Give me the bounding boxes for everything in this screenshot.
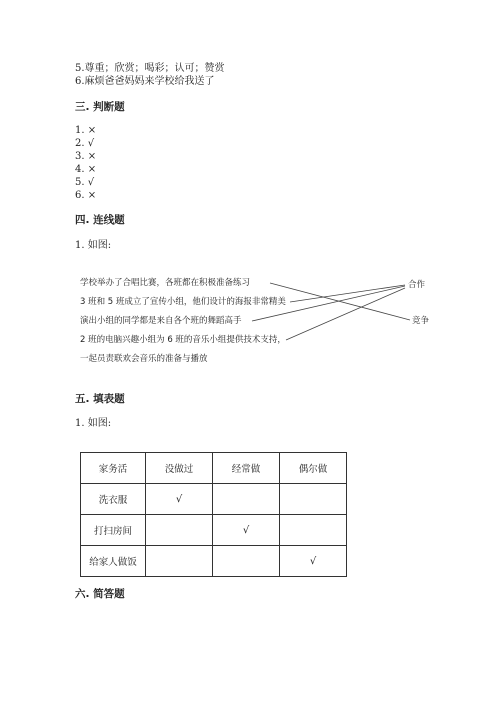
table-cell — [213, 515, 280, 546]
judgement-answer-3: 3. × — [75, 151, 97, 162]
section-title-short-answer: 六. 简答题 — [75, 588, 125, 600]
matching-intro: 1. 如图: — [75, 240, 112, 251]
matching-target-competition: 竞争 — [412, 316, 430, 326]
table-header-cell: 没做过 — [146, 453, 213, 484]
matching-target-cooperation: 合作 — [408, 280, 426, 290]
table-header-cell: 偶尔做 — [280, 453, 347, 484]
table-row — [81, 484, 347, 515]
table-row-label: 给家人做饭 — [81, 546, 146, 577]
table-cell — [146, 515, 213, 546]
judgement-answer-1: 1. × — [75, 125, 97, 136]
answer-line-5: 5.尊重；欣赏；喝彩；认可；赞赏 — [75, 63, 225, 74]
matching-sentence-1: 学校举办了合唱比赛，各班都在积极准备练习 — [80, 278, 251, 288]
table-cell — [280, 515, 347, 546]
table-intro: 1. 如图: — [75, 418, 112, 429]
chores-table — [80, 452, 347, 577]
table-cell — [146, 546, 213, 577]
table-row — [81, 546, 347, 577]
table-cell — [213, 484, 280, 515]
table-cell — [280, 484, 347, 515]
table-row — [81, 515, 347, 546]
section-title-judgement: 三. 判断题 — [75, 101, 125, 113]
matching-sentence-4: 2 班的电脑兴趣小组为 6 班的音乐小组提供技术支持， — [80, 335, 286, 345]
table-header-cell: 家务活 — [81, 453, 146, 484]
section-title-table: 五. 填表题 — [75, 393, 125, 405]
table-cell — [146, 484, 213, 515]
table-cell — [280, 546, 347, 577]
matching-sentence-5: 一起员责联欢会音乐的准备与播放 — [80, 354, 208, 364]
judgement-answer-2: 2. √ — [75, 138, 95, 149]
check-mark: √ — [242, 524, 250, 536]
check-mark: √ — [309, 555, 317, 567]
matching-sentence-3: 演出小组的同学都是来自各个班的舞蹈高手 — [80, 316, 242, 326]
table-header-row — [81, 453, 347, 484]
section-title-matching: 四. 连线题 — [75, 214, 125, 226]
check-mark: √ — [175, 493, 183, 505]
judgement-answer-6: 6. × — [75, 190, 97, 201]
table-row-label: 打扫房间 — [81, 515, 146, 546]
table-header-cell: 经常做 — [213, 453, 280, 484]
table-row-label: 洗衣服 — [81, 484, 146, 515]
answer-line-6: 6.麻烦爸爸妈妈来学校给我送了 — [75, 76, 215, 87]
matching-sentence-2: 3 班和 5 班成立了宣传小组，他们设计的海报非常精美 — [80, 297, 286, 307]
match-line-sentence3-cooperation — [252, 286, 405, 321]
table-cell — [213, 546, 280, 577]
judgement-answer-4: 4. × — [75, 164, 97, 175]
judgement-answer-5: 5. √ — [75, 177, 95, 188]
